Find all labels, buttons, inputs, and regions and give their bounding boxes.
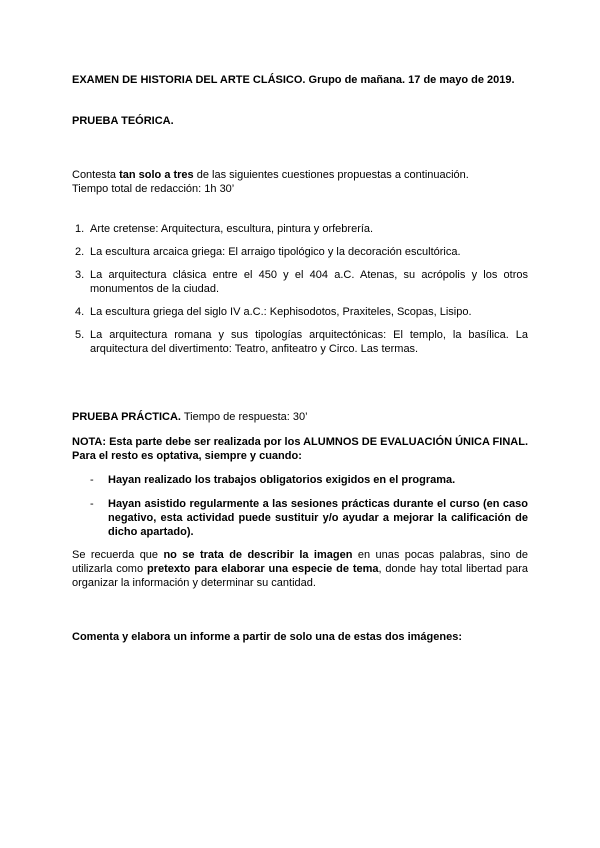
- recuerda-bold-2: pretexto para elaborar una especie de tema: [146, 563, 379, 575]
- intro-text-pre: Contesta: [72, 169, 120, 181]
- teorica-heading: PRUEBA TEÓRICA.: [72, 115, 174, 127]
- comenta-instruction: Comenta y elabora un informe a partir de solo una de estas dos imágenes:: [72, 631, 462, 643]
- question-text: Arte cretense: Arquitectura, escultura, pintura y orfebrería.: [90, 223, 374, 235]
- teorica-time: Tiempo total de redacción: 1h 30’: [72, 183, 235, 195]
- intro-text-bold: tan solo a tres: [119, 169, 194, 181]
- recuerda-bold-1: no se trata de describir la imagen: [163, 549, 353, 561]
- question-item: [72, 305, 528, 319]
- question-item: [72, 268, 528, 296]
- question-number: 5.: [75, 329, 85, 341]
- question-number: 3.: [75, 269, 85, 281]
- practica-time: Tiempo de respuesta: 30’: [181, 411, 308, 423]
- question-list: [72, 222, 528, 365]
- condition-item: [72, 473, 528, 487]
- question-text: La escultura arcaica griega: El arraigo tipológico y la decoración escultórica.: [90, 246, 461, 258]
- question-item: [72, 222, 528, 236]
- recuerda-paragraph: [72, 548, 528, 590]
- recuerda-text-1: Se recuerda que: [72, 549, 164, 561]
- dash-bullet: -: [90, 474, 94, 486]
- question-text: La arquitectura clásica entre el 450 y el 404 a.C. Atenas, su acrópolis y los otros monumentos de la ciudad.: [90, 269, 528, 295]
- question-text: La escultura griega del siglo IV a.C.: Kephisodotos, Praxiteles, Scopas, Lisipo.: [90, 306, 472, 318]
- practica-nota: NOTA: Esta parte debe ser realizada por los ALUMNOS DE EVALUACIÓN ÚNICA FINAL. Para el resto es optativa, siempre y cuando:: [72, 436, 528, 462]
- exam-title: EXAMEN DE HISTORIA DEL ARTE CLÁSICO. Grupo de mañana. 17 de mayo de 2019.: [72, 74, 515, 86]
- condition-text: Hayan realizado los trabajos obligatorios exigidos en el programa.: [108, 474, 456, 486]
- practica-heading-line: [72, 410, 528, 424]
- intro-text-post: de las siguientes cuestiones propuestas a continuación.: [193, 169, 469, 181]
- question-number: 1.: [75, 223, 85, 235]
- practica-heading: PRUEBA PRÁCTICA.: [72, 411, 181, 423]
- question-item: [72, 245, 528, 259]
- question-item: [72, 328, 528, 356]
- recuerda-text-2: en unas pocas palabras, sino de utilizarla como: [72, 549, 528, 575]
- conditions-list: [72, 473, 528, 549]
- recuerda-text-3: , donde hay total libertad para organizar la información y determinar su cantidad.: [72, 563, 529, 589]
- teorica-intro: [72, 168, 528, 196]
- condition-text: Hayan asistido regularmente a las sesiones prácticas durante el curso (en caso negativo, esta actividad puede sustituir y/o ayudar a mejorar la calificación de dicho apartado).: [108, 498, 528, 538]
- question-number: 2.: [75, 246, 85, 258]
- condition-item: [72, 497, 528, 539]
- question-text: La arquitectura romana y sus tipologías arquitectónicas: El templo, la basílica. La arquitectura del divertimento: Teatro, anfiteatro y Circo. Las termas.: [90, 329, 528, 355]
- dash-bullet: -: [90, 498, 94, 510]
- question-number: 4.: [75, 306, 85, 318]
